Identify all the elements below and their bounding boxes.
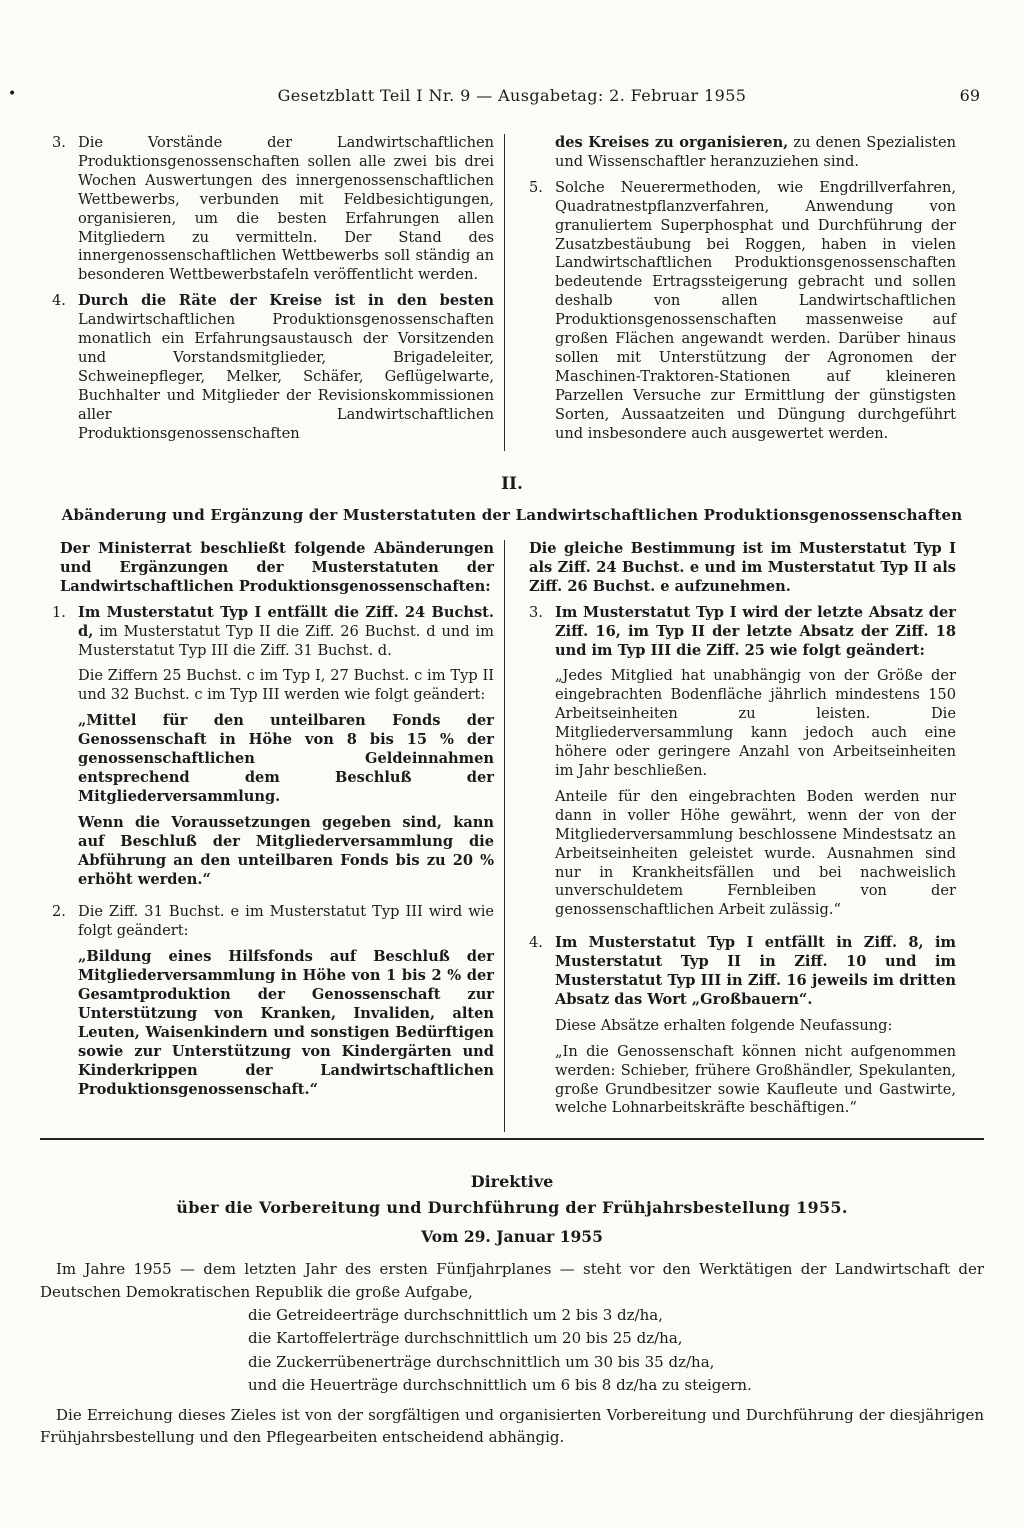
list-item <box>529 179 956 444</box>
item-body <box>78 604 494 897</box>
section-2-number: II. <box>501 474 523 494</box>
quoted-amendment: „Bildung eines Hilfsfonds auf Beschluß der Mitgliederversammlung in Höhe von 1 bis 2 % der Gesamtproduktion der Genossenschaft zur Unterstützung von Kranken, Invaliden, alten Leuten, Waisenkindern und sonstigen Bedürftigen sowie zur Unterstützung von Kindergärten und Kinderkrippen der Landwirtschaftlichen Produktionsgenossenschaft.“ <box>78 948 494 1098</box>
item-paragraph: Diese Absätze erhalten folgende Neufassung: <box>555 1016 893 1034</box>
continued-paragraph <box>529 134 956 172</box>
item-paragraph: Die Ziff. 31 Buchst. e im Musterstatut Typ III wird wie folgt geändert: <box>78 903 494 940</box>
item-text: Solche Neuerermethoden, wie Engdrillverfahren, Quadratnestpflanzverfahren, Anwendung von granuliertem Superphosphat und Durchführung der Zusatzbestäubung bei Roggen, haben in vielen Landwirtschaftlichen Produktionsgenossenschaften bedeutende Ertragssteigerung gebracht und sollen deshalb von allen Landwirtschaftlichen Produktionsgenossenschaften massenweise auf großen Flächen angewandt werden. Darüber hinaus sollen mit Unterstützung der Agronomen der Maschinen-Traktoren-Stationen auf kleineren Parzellen Versuche zur Ermittlung der günstigsten Sorten, Aussaatzeiten und Düngung durchgeführt und insbesondere auch ausgewertet werden. <box>555 178 956 442</box>
item-bold-text: Im Musterstatut Typ I entfällt die Ziff. 24 Buchst. d, <box>78 603 494 640</box>
goal-line: die Getreideerträge durchschnittlich um 2 bis 3 dz/ha, <box>248 1305 663 1324</box>
item-body <box>555 604 956 928</box>
item-number: 1. <box>52 603 66 621</box>
quoted-amendment: „In die Genossenschaft können nicht aufgenommen werden: Schieber, frühere Großhändler, Spekulanten, große Grundbesitzer sowie Kaufleute und Gastwirte, welche Lohnarbeitskräfte beschäftigen.“ <box>555 1042 956 1117</box>
section-1-right-column <box>504 134 956 451</box>
item-text <box>78 292 494 443</box>
section-1-columns <box>52 134 956 451</box>
list-item <box>529 604 956 928</box>
quoted-amendment: „Jedes Mitglied hat unabhängig von der Größe der eingebrachten Bodenfläche jährlich mindestens 150 Arbeitseinheiten zu leisten. Die Mitgliederversammlung kann jedoch auch eine höhere oder geringere Anzahl von Arbeitseinheiten im Jahr beschließen. <box>555 667 956 779</box>
page-number: 69 <box>959 86 980 105</box>
item-number: 3. <box>529 603 543 621</box>
item-number: 2. <box>52 903 66 921</box>
list-item <box>52 903 494 1106</box>
item-body <box>555 934 956 1125</box>
section-divider <box>40 1138 984 1140</box>
directive-body <box>40 1258 984 1449</box>
continued-text: zu denen Spezialisten und Wissenschaftler heranzuziehen sind. <box>555 134 956 170</box>
running-head: Gesetzblatt Teil I Nr. 9 — Ausgabetag: 2. Februar 1955 <box>277 86 747 105</box>
item-paragraph: Die Ziffern 25 Buchst. c im Typ I, 27 Buchst. c im Typ II und 32 Buchst. c im Typ III werden wie folgt geändert: <box>78 667 494 704</box>
quoted-amendment: Wenn die Voraussetzungen gegeben sind, kann auf Beschluß der Mitgliederversammlung die Abführung an den unteilbaren Fonds bis zu 20 % erhöht werden.“ <box>78 813 494 888</box>
goal-line: die Zuckerrübenerträge durchschnittlich um 30 bis 35 dz/ha, <box>248 1352 715 1371</box>
resolution-intro: Der Ministerrat beschließt folgende Abänderungen und Ergänzungen der Musterstatuten der Landwirtschaftlichen Produktionsgenossenschaften: <box>60 540 494 595</box>
item-paragraph: Im Musterstatut Typ I wird der letzte Absatz der Ziff. 16, im Typ II der letzte Absatz der Ziff. 18 und im Typ III die Ziff. 25 wie folgt geändert: <box>555 603 956 659</box>
directive-subtitle: über die Vorbereitung und Durchführung der Frühjahrsbestellung 1955. <box>176 1198 848 1217</box>
directive-date: Vom 29. Januar 1955 <box>421 1227 603 1246</box>
item-number: 5. <box>529 178 543 196</box>
item-paragraph <box>78 604 494 661</box>
section-2-title: Abänderung und Ergänzung der Musterstatuten der Landwirtschaftlichen Produktionsgenossenschaften <box>61 506 963 524</box>
list-item <box>52 292 494 443</box>
item-bold-text: Durch die Räte der Kreise ist in den besten <box>78 292 494 310</box>
directive-closing: Die Erreichung dieses Zieles ist von der sorgfältigen und organisierten Vorbereitung und Durchführung der diesjährigen Frühjahrsbestellung und den Pflegearbeiten entscheidend abhängig. <box>40 1405 984 1447</box>
item-body <box>78 903 494 1106</box>
item-rest-text: Landwirtschaftlichen Produktionsgenossenschaften monatlich ein Erfahrungsaustausch der Vorsitzenden und Vorstandsmitglieder, Brigadeleiter, Schweinepfleger, Melker, Schäfer, Geflügelwarte, Buchhalter und Mitglieder der Revisionskommissionen aller Landwirtschaftlichen Produktionsgenossenschaften <box>78 311 494 442</box>
goal-line: die Kartoffelerträge durchschnittlich um 20 bis 25 dz/ha, <box>248 1329 683 1348</box>
continued-bold-text: des Kreises zu organisieren, <box>555 134 789 151</box>
section-2-right-column <box>504 540 956 1132</box>
item-paragraph: Im Musterstatut Typ I entfällt in Ziff. 8, im Musterstatut Typ II in Ziff. 10 und im Musterstatut Typ III in Ziff. 16 jeweils im dritten Absatz das Wort „Großbauern“. <box>555 934 956 1008</box>
item-paragraph: Die gleiche Bestimmung ist im Musterstatut Typ I als Ziff. 24 Buchst. e und im Musterstatut Typ II als Ziff. 26 Buchst. e aufzunehmen. <box>529 540 956 595</box>
list-item <box>52 134 494 285</box>
quoted-amendment: „Mittel für den unteilbaren Fonds der Genossenschaft in Höhe von 8 bis 15 % der genossenschaftlichen Geldeinnahmen entsprechend dem Beschluß der Mitgliederversammlung. <box>78 712 494 805</box>
quoted-amendment: Anteile für den eingebrachten Boden werden nur dann in voller Höhe gewährt, wenn der von der Mitgliederversammlung beschlossene Mindestsatz an Arbeitseinheiten geleistet wurde. Ausnahmen sind nur in Krankheitsfällen und bei nachweislich unverschuldetem Fernbleiben von der genossenschaftlichen Arbeit zulässig.“ <box>555 787 956 919</box>
item-text: Die Vorstände der Landwirtschaftlichen Produktionsgenossenschaften sollen alle zwei bis drei Wochen Auswertungen des innergenossenschaftlichen Wettbewerbs, verbunden mit Feldbesichtigungen, organisieren, um die besten Erfahrungen allen Mitgliedern zu vermitteln. Der Stand des innergenossenschaftlichen Wettbewerbs soll ständig an besonderen Wettbewerbstafeln veröffentlicht werden. <box>78 134 494 284</box>
item-rest-text: im Musterstatut Typ II die Ziff. 26 Buchst. d und im Musterstatut Typ III die Ziff. 31 Buchst. d. <box>78 622 494 659</box>
directive-title: Direktive <box>470 1172 554 1191</box>
directive-goals <box>40 1304 984 1398</box>
item-number: 3. <box>52 134 66 151</box>
item-number: 4. <box>529 934 543 952</box>
margin-bullet: • <box>8 86 17 102</box>
list-item <box>529 934 956 1125</box>
goal-line: und die Heuerträge durchschnittlich um 6 bis 8 dz/ha zu steigern. <box>248 1376 752 1395</box>
list-item <box>52 604 494 897</box>
item-number: 4. <box>52 292 66 310</box>
section-2-columns <box>52 540 956 1132</box>
directive-intro: Im Jahre 1955 — dem letzten Jahr des ersten Fünfjahrplanes — steht vor den Werktätigen der Landwirtschaft der Deutschen Demokratischen Republik die große Aufgabe, <box>40 1260 984 1301</box>
page-header <box>0 86 1024 110</box>
section-2-left-column <box>52 540 504 1132</box>
section-1-left-column <box>52 134 504 451</box>
